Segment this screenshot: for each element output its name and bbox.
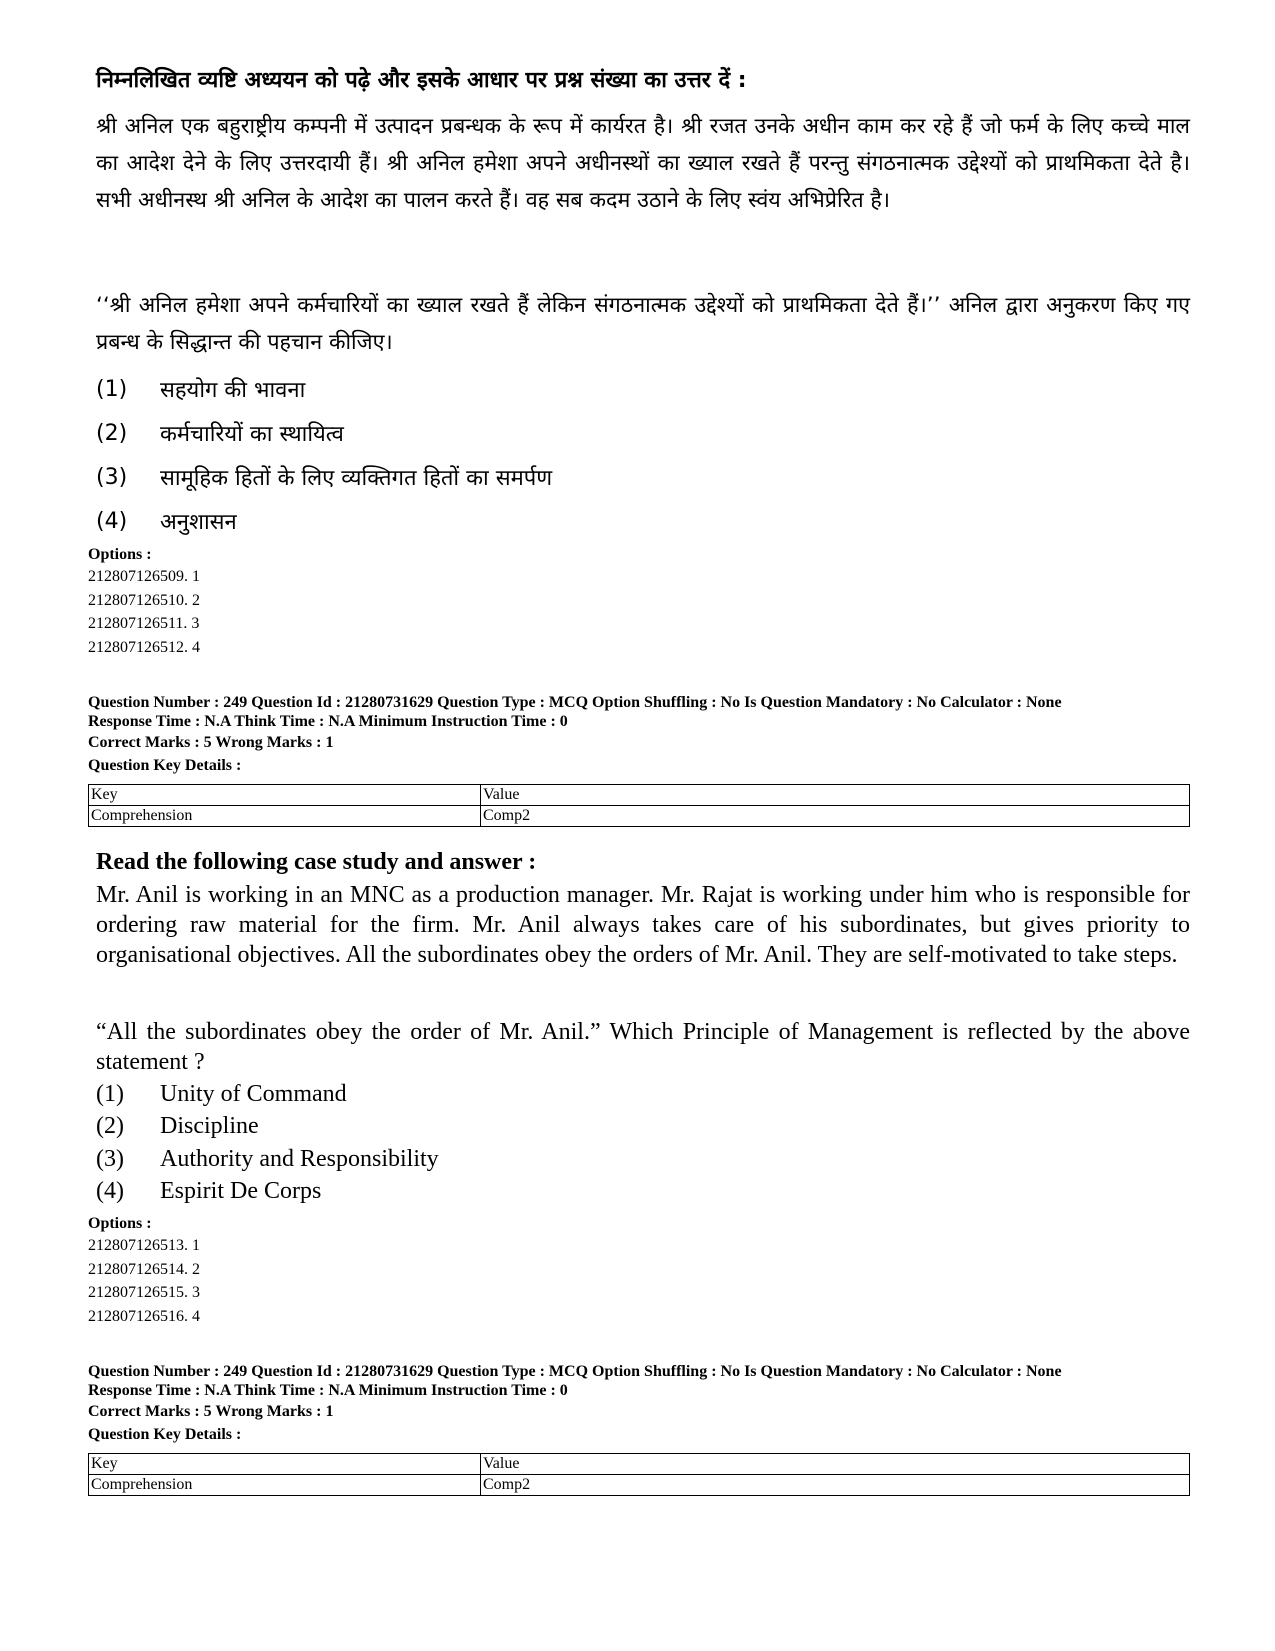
option-id: 212807126509. 1: [88, 568, 200, 585]
option-id: 212807126513. 1: [88, 1237, 200, 1254]
option-number: (2): [96, 1113, 124, 1140]
hindi-option-list: [96, 367, 1190, 543]
option-text: सामूहिक हितों के लिए व्यक्तिगत हितों का समर्पण: [160, 466, 553, 491]
options-label: Options :: [88, 1215, 152, 1232]
option-id: 212807126516. 4: [88, 1307, 200, 1325]
hindi-question-text: ‘‘श्री अनिल हमेशा अपने कर्मचारियों का ख्याल रखते हैं लेकिन संगठनात्मक उद्देश्यों को प्राथमिकता देते हैं।’’ अनिल द्वारा अनुकरण किए गए प्रबन्ध के सिद्धान्त की पहचान कीजिए।: [96, 293, 1190, 355]
options-label: Options :: [88, 546, 152, 563]
option-number: (1): [96, 1080, 124, 1107]
option-number: (2): [96, 420, 128, 446]
question-info-line: Question Number : 249 Question Id : 21280731629 Question Type : MCQ Option Shuffling : No Is Question Mandatory : No Calculator : None: [88, 694, 1062, 711]
hindi-instruction-heading: निम्नलिखित व्यष्टि अध्ययन को पढ़े और इसके आधार पर प्रश्न संख्या का उत्तर दें :: [96, 68, 747, 93]
response-time-line: Response Time : N.A Think Time : N.A Minimum Instruction Time : 0: [88, 1382, 568, 1399]
option-text: सहयोग की भावना: [160, 378, 306, 403]
table-cell: Comp2: [481, 1475, 1190, 1496]
english-option-3: [96, 1143, 1190, 1176]
options-block-2: [88, 1213, 1198, 1328]
table-row: [89, 806, 1190, 827]
option-text: Espirit De Corps: [160, 1178, 322, 1205]
option-text: Discipline: [160, 1113, 259, 1140]
table-cell: Comprehension: [89, 1475, 481, 1496]
english-option-4: [96, 1176, 1190, 1209]
english-question-text: “All the subordinates obey the order of Mr. Anil.” Which Principle of Management is reflected by the above statement ?: [96, 1019, 1190, 1075]
option-id: 212807126512. 4: [88, 638, 200, 656]
marks-line: Correct Marks : 5 Wrong Marks : 1: [88, 1403, 334, 1420]
options-block-1: [88, 544, 1198, 659]
table-cell: Comp2: [481, 806, 1190, 827]
option-number: (1): [96, 376, 128, 402]
english-option-2: [96, 1111, 1190, 1144]
option-text: Unity of Command: [160, 1080, 347, 1107]
english-instruction-heading: Read the following case study and answer :: [96, 849, 537, 875]
option-text: कर्मचारियों का स्थायित्व: [160, 422, 344, 447]
table-cell: Value: [481, 785, 1190, 806]
response-time-line: Response Time : N.A Think Time : N.A Minimum Instruction Time : 0: [88, 713, 568, 730]
hindi-case-study-passage: श्री अनिल एक बहुराष्ट्रीय कम्पनी में उत्पादन प्रबन्धक के रूप में कार्यरत है। श्री रजत उनके अधीन काम कर रहे हैं जो फर्म के लिए कच्चे माल का आदेश देने के लिए उत्तरदायी हैं। श्री अनिल हमेशा अपने अधीनस्थों का ख्याल रखते हैं परन्तु संगठनात्मक उद्देश्यों को प्राथमिकता देते है। सभी अधीनस्थ श्री अनिल के आदेश का पालन करते हैं। वह सब कदम उठाने के लिए स्वंय अभिप्रेरित है।: [96, 114, 1190, 213]
table-header-row: [89, 1454, 1190, 1475]
option-number: (4): [96, 1178, 124, 1205]
hindi-option-3: [96, 455, 1190, 499]
hindi-option-1: [96, 367, 1190, 411]
english-option-1: [96, 1078, 1190, 1111]
option-number: (4): [96, 508, 128, 534]
option-number: (3): [96, 464, 128, 490]
table-cell: Comprehension: [89, 806, 481, 827]
option-id: 212807126514. 2: [88, 1260, 200, 1278]
table-row: [89, 1475, 1190, 1496]
question-info-block-2: [88, 1362, 1198, 1446]
question-info-line: Question Number : 249 Question Id : 21280731629 Question Type : MCQ Option Shuffling : No Is Question Mandatory : No Calculator : None: [88, 1363, 1062, 1380]
option-id: 212807126511. 3: [88, 615, 200, 632]
hindi-option-2: [96, 411, 1190, 455]
table-cell: Value: [481, 1454, 1190, 1475]
option-text: अनुशासन: [160, 510, 237, 535]
hindi-option-4: [96, 499, 1190, 543]
option-id: 212807126510. 2: [88, 591, 200, 609]
option-id: 212807126515. 3: [88, 1284, 200, 1301]
question-info-block-1: [88, 693, 1198, 777]
option-number: (3): [96, 1145, 124, 1172]
key-details-label: Question Key Details :: [88, 757, 242, 774]
table-cell: Key: [89, 785, 481, 806]
marks-line: Correct Marks : 5 Wrong Marks : 1: [88, 734, 334, 751]
option-text: Authority and Responsibility: [160, 1145, 439, 1172]
question-key-table-1: [88, 784, 1190, 827]
question-key-table-2: [88, 1453, 1190, 1496]
english-case-study-passage: Mr. Anil is working in an MNC as a production manager. Mr. Rajat is working under him who is responsible for ordering raw material for the firm. Mr. Anil always takes care of his subordinates, but gives priority to organisational objectives. All the subordinates obey the orders of Mr. Anil. They are self-motivated to take steps.: [96, 882, 1190, 968]
table-cell: Key: [89, 1454, 481, 1475]
key-details-label: Question Key Details :: [88, 1426, 242, 1443]
table-header-row: [89, 785, 1190, 806]
english-option-list: [96, 1078, 1190, 1208]
